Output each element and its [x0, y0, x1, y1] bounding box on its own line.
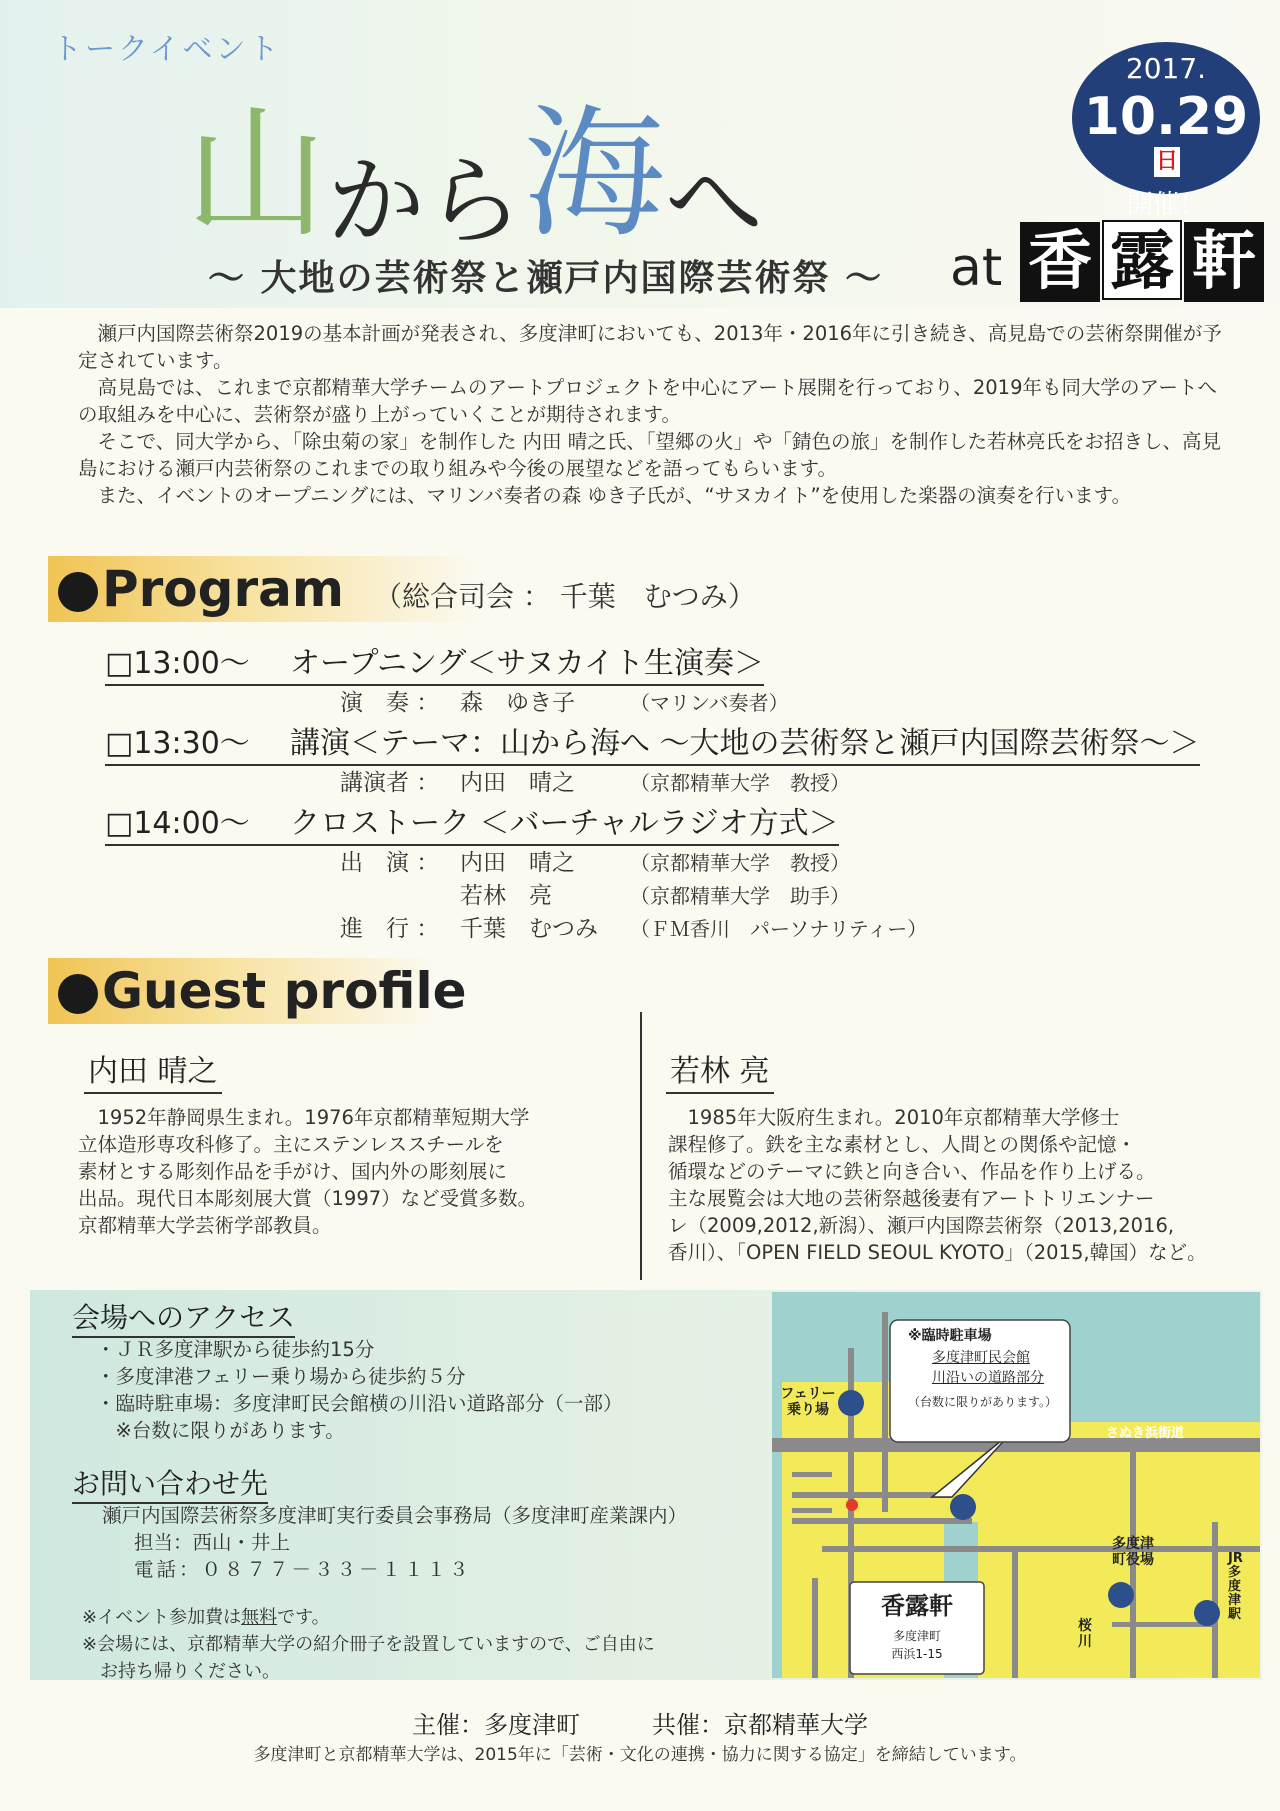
event-notes [82, 1604, 655, 1685]
guest-bio-line: レ（2009,2012,新潟）、瀬戸内国際芸術祭（2013,2016, [668, 1214, 1175, 1237]
person-affiliation: （マリンバ奏者） [630, 691, 789, 715]
map-road [1212, 1522, 1218, 1678]
access-item: ・多度津港フェリー乗り場から徒歩約５分 [96, 1365, 466, 1388]
station-label: JR多度津駅 [1228, 1551, 1243, 1622]
guest-bio-line: 1985年大阪府生まれ。2010年京都精華大学修士 [668, 1106, 1120, 1129]
contact-person: 担当：西山・井上 [134, 1531, 291, 1554]
organizer-line: 主催：多度津町 共催：京都精華大学 [412, 1711, 868, 1739]
map-road [882, 1312, 888, 1512]
date-year: 2017. [1125, 52, 1207, 85]
guest-bio [668, 1104, 1238, 1266]
fee-note-text: です。 [277, 1607, 330, 1628]
guest-bio-line: 香川）、「OPEN FIELD SEOUL KYOTO」（2015,韓国）など。 [668, 1241, 1207, 1264]
person-name: 千葉 むつみ [460, 916, 598, 942]
title-kara: から [327, 145, 524, 259]
guest-name: 内田 晴之 [84, 1046, 222, 1094]
guest-bio-line: 京都精華大学芸術学部教員。 [78, 1214, 332, 1237]
access-map [772, 1292, 1260, 1678]
program-person [340, 684, 789, 717]
person-affiliation: （ＦＭ香川 パーソナリティー） [630, 917, 928, 941]
program-title-text: クロストーク ＜バーチャルラジオ方式＞ [290, 806, 839, 841]
program-time: □13:00～ [105, 646, 250, 681]
map-road [792, 1518, 972, 1524]
map-road [812, 1578, 818, 1678]
program-item-title [105, 798, 839, 846]
intro-paragraph: また、イベントのオープニングには、マリンバ奏者の森 ゆき子氏が、“サヌカイト”を使用した楽器の演奏を行います。 [97, 484, 1132, 507]
guest-bio-line: 素材とする彫刻作品を手がけ、国内外の彫刻展に [78, 1160, 508, 1183]
guest-bio-line: 1952年静岡県生まれ。1976年京都精華短期大学 [78, 1106, 530, 1129]
intro-paragraph: 瀬戸内国際芸術祭2019の基本計画が発表され、多度津町においても、2013年・2016年に引き続き、高見島での芸術祭開催が予定されています。 [78, 322, 1222, 372]
bullet-dot-icon [58, 974, 98, 1014]
contact-heading: お問い合わせ先 [72, 1462, 268, 1504]
program-time: □13:30～ [105, 726, 250, 761]
venue-logo [1020, 220, 1266, 304]
date-day: 10.29 [1083, 87, 1249, 147]
program-person [340, 764, 850, 797]
venue-logo-char: 露 [1102, 220, 1182, 300]
event-kicker: トークイベント [52, 32, 282, 67]
map-road [792, 1472, 832, 1477]
guest-bio-line: 出品。現代日本彫刻展大賞（1997）など受賞多数。 [78, 1187, 538, 1210]
access-list [96, 1336, 623, 1444]
guest-bio-line: 立体造形専攻科修了。主にステンレススチールを [78, 1133, 504, 1156]
intro-text [78, 320, 1228, 509]
person-name: 若林 亮 [460, 883, 552, 909]
parking-marker-icon [950, 1494, 976, 1520]
townhall-label: 多度津 町役場 [1112, 1536, 1154, 1568]
program-title-text: オープニング＜サヌカイト生演奏＞ [290, 646, 764, 681]
guest-profile-heading [48, 958, 467, 1024]
guest-bio-line: 循環などのテーマに鉄と向き合い、作品を作り上げる。 [668, 1160, 1156, 1183]
title-he: へ [665, 145, 764, 259]
program-person [340, 910, 927, 943]
guest-profile-title: Guest profile [102, 962, 467, 1020]
fee-note-text: ※イベント参加費は [82, 1607, 242, 1628]
person-affiliation: （京都精華大学 助手） [630, 884, 850, 908]
access-item: ・臨時駐車場：多度津町民会館横の川沿い道路部分（一部） [96, 1392, 623, 1415]
program-person [340, 877, 850, 910]
at-label: at [950, 238, 1003, 298]
person-role: 講演者 ： [340, 770, 440, 796]
program-mc: （総合司会 ： 千葉 むつみ） [373, 580, 756, 613]
person-name: 森 ゆき子 [460, 690, 575, 716]
program-item-title [105, 638, 764, 686]
person-role: 出 演 ： [340, 850, 440, 876]
event-subtitle: ～ 大地の芸術祭と瀬戸内国際芸術祭 ～ [208, 258, 884, 299]
title-umi: 海 [523, 92, 666, 257]
event-title [185, 60, 764, 259]
bullet-dot-icon [58, 572, 98, 612]
station-marker-icon [1194, 1600, 1220, 1626]
parking-note: （台数に限りがあります。） [908, 1395, 1058, 1409]
townhall-marker-icon [1108, 1582, 1134, 1608]
date-weekday: 日 [1154, 147, 1180, 177]
access-heading: 会場へのアクセス [72, 1296, 295, 1338]
program-time: □14:00～ [105, 806, 250, 841]
map-road [792, 1508, 832, 1513]
ferry-marker-icon [838, 1390, 864, 1416]
contact-details [102, 1502, 687, 1583]
booklet-note: お持ち帰りください。 [82, 1661, 280, 1682]
map-road [1012, 1552, 1018, 1678]
person-name: 内田 晴之 [460, 770, 575, 796]
fee-note [82, 1604, 655, 1631]
venue-map-address: 西浜1-15 [891, 1647, 943, 1661]
intro-paragraph: そこで、同大学から、「除虫菊の家」を制作した 内田 晴之氏、「望郷の火」や「錆色の旅」を制作した若林亮氏をお招きし、高見島における瀬戸内芸術祭のこれまでの取り組みや今後の展望などを語ってもらいます。 [78, 430, 1222, 480]
guest-bio-line: 主な展覧会は大地の芸術祭越後妻有アートトリエンナー [668, 1187, 1155, 1210]
program-title-text: 講演＜テーマ：山から海へ ～大地の芸術祭と瀬戸内国際芸術祭～＞ [290, 726, 1200, 761]
road-label: さぬき浜街道 [1106, 1426, 1185, 1441]
guest-divider [640, 1012, 642, 1280]
title-yama: 山 [185, 92, 327, 257]
person-name: 内田 晴之 [460, 850, 575, 876]
parking-line: 多度津町民会館 [932, 1350, 1030, 1366]
date-badge [1072, 42, 1260, 220]
person-affiliation: （京都精華大学 教授） [630, 771, 850, 795]
fee-free: 無料 [241, 1607, 278, 1628]
river-label: 桜川 [1078, 1618, 1092, 1650]
venue-map-name: 香露軒 [881, 1592, 953, 1620]
guest-bio [78, 1104, 618, 1239]
access-item: ・ＪＲ多度津駅から徒歩約15分 [96, 1338, 375, 1361]
person-role: 進 行 ： [340, 916, 440, 942]
venue-logo-char: 軒 [1184, 222, 1264, 302]
program-person [340, 844, 850, 877]
guest-bio-line: 課程修了。鉄を主な素材とし、人間との関係や記憶・ [668, 1133, 1137, 1156]
parking-line: 川沿いの道路部分 [932, 1370, 1044, 1386]
person-role: 演 奏 ： [340, 690, 440, 716]
map-road [1112, 1622, 1212, 1627]
program-item-title [105, 718, 1200, 766]
booklet-note: ※会場には、京都精華大学の紹介冊子を設置していますので、ご自由に [82, 1634, 655, 1655]
intro-paragraph: 高見島では、これまで京都精華大学チームのアートプロジェクトを中心にアート展開を行っており、2019年も同大学のアートへの取組みを中心に、芸術祭が盛り上がっていくことが期待されます。 [78, 376, 1217, 426]
program-heading [48, 556, 756, 622]
program-title: Program [102, 560, 344, 618]
person-affiliation: （京都精華大学 教授） [630, 851, 850, 875]
contact-org: 瀬戸内国際芸術祭多度津町実行委員会事務局（多度津町産業課内） [102, 1504, 688, 1527]
parking-title: ※臨時駐車場 [908, 1328, 992, 1344]
access-item: ※台数に限りがあります。 [96, 1419, 345, 1442]
contact-phone: 電話：０８７７－３３－１１１３ [134, 1558, 472, 1581]
ferry-label: フェリー 乗り場 [780, 1386, 836, 1418]
map-road [792, 1492, 952, 1498]
venue-marker-icon [846, 1499, 858, 1511]
venue-logo-char: 香 [1020, 222, 1100, 302]
date-status: 開催！ [1126, 190, 1205, 220]
venue-map-address: 多度津町 [892, 1629, 941, 1643]
agreement-note: 多度津町と京都精華大学は、2015年に「芸術・文化の連携・協力に関する協定」を締結しています。 [253, 1745, 1027, 1765]
guest-name: 若林 亮 [666, 1046, 774, 1094]
